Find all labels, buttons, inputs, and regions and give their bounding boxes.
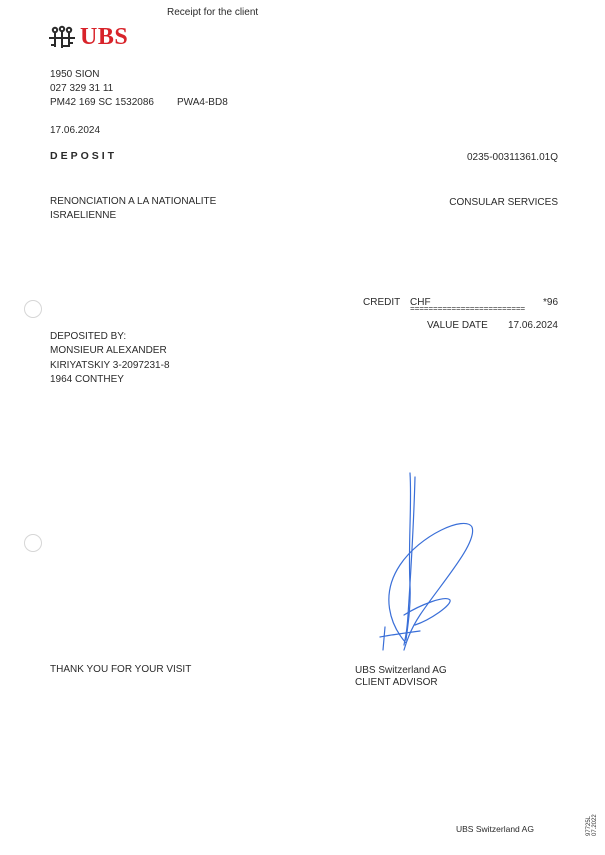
branch-ref-code-2: PWA4-BD8 [177,97,228,108]
description-line-2: ISRAELIENNE [50,210,117,221]
account-number: 0235-00311361.01Q [466,152,558,163]
depositor-line-3: 1964 CONTHEY [50,374,124,385]
ubs-keys-icon [46,25,78,53]
branch-city: 1950 SION [50,69,100,80]
ubs-logo-text: UBS [80,24,129,50]
client-advisor-label: CLIENT ADVISOR [355,677,438,688]
signature [360,465,480,665]
punch-hole [24,534,42,552]
beneficiary: CONSULAR SERVICES [449,197,558,208]
branch-phone: 027 329 31 11 [50,83,114,94]
branch-ref-code: PM42 169 SC 1532086 [50,97,154,108]
value-date-label: VALUE DATE [427,320,488,331]
value-date: 17.06.2024 [507,320,558,331]
form-code: 97725L 07.2022 [586,814,598,836]
amount-separator: ========================= [410,305,526,314]
thank-you-message: THANK YOU FOR YOUR VISIT [50,664,192,675]
transaction-type: DEPOSIT [50,150,118,162]
amount-value: *96 [542,297,558,308]
receipt-date: 17.06.2024 [50,125,101,136]
currency: CHF [410,297,431,308]
depositor-line-1: MONSIEUR ALEXANDER [50,345,167,356]
depositor-label: DEPOSITED BY: [50,331,127,342]
depositor-line-2: KIRIYATSKIY 3-2097231-8 [50,360,170,371]
description-line-1: RENONCIATION A LA NATIONALITE [50,196,217,207]
receipt-label: Receipt for the client [167,7,259,18]
company-name: UBS Switzerland AG [355,665,447,676]
punch-hole [24,300,42,318]
bottom-company-name: UBS Switzerland AG [456,824,534,834]
credit-label: CREDIT [363,297,401,308]
